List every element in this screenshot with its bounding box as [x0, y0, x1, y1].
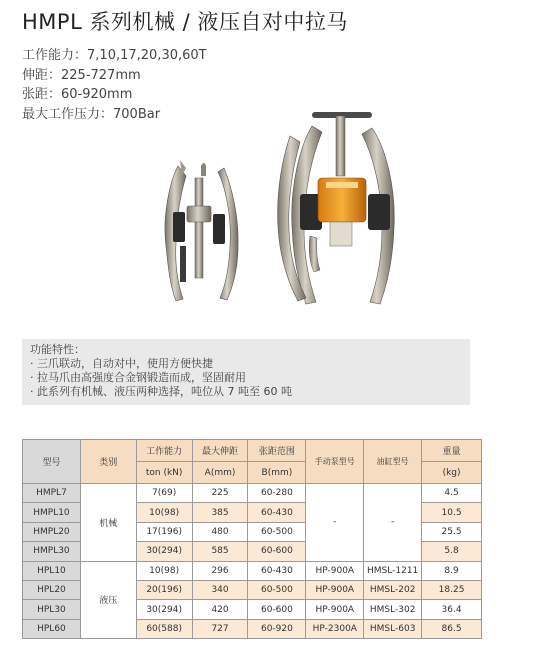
cell-capacity: 10(98)	[136, 561, 192, 580]
cell-spread: 60-430	[248, 561, 306, 580]
col-pump: 手动泵型号	[306, 440, 364, 484]
cell-weight: 86.5	[422, 619, 482, 638]
cell-capacity: 20(196)	[136, 580, 192, 599]
spec-pressure: 最大工作压力：700Bar	[22, 106, 161, 122]
cell-reach: 225	[192, 484, 248, 503]
spec-capacity: 工作能力：7,10,17,20,30,60T	[22, 48, 207, 63]
cell-cylinder: -	[364, 484, 422, 562]
unit-capacity: ton (kN)	[136, 462, 192, 484]
cell-model: HMPL30	[23, 542, 81, 561]
cell-model: HMPL20	[23, 522, 81, 541]
hydraulic-puller-icon	[278, 112, 395, 304]
col-capacity: 工作能力	[136, 440, 192, 462]
table-header-row	[23, 440, 482, 462]
table-row	[23, 561, 482, 580]
col-max-reach: 最大伸距	[192, 440, 248, 462]
cell-spread: 60-280	[248, 484, 306, 503]
cell-spread: 60-920	[248, 619, 306, 638]
spec-table	[22, 439, 482, 639]
cell-reach: 480	[192, 522, 248, 541]
unit-max-reach: A(mm)	[192, 462, 248, 484]
cell-weight: 5.8	[422, 542, 482, 561]
cell-weight: 36.4	[422, 600, 482, 619]
cell-pump: HP-900A	[306, 580, 364, 599]
cell-model: HMPL7	[23, 484, 81, 503]
cell-capacity: 30(294)	[136, 542, 192, 561]
cell-capacity: 10(98)	[136, 503, 192, 522]
cell-cylinder: HMSL-1211	[364, 561, 422, 580]
spec-reach: 伸距：225-727mm	[22, 67, 141, 83]
cell-reach: 340	[192, 580, 248, 599]
page-title: HMPL 系列机械 / 液压自对中拉马	[22, 10, 348, 34]
cell-pump: -	[306, 484, 364, 562]
cell-reach: 296	[192, 561, 248, 580]
cell-capacity: 30(294)	[136, 600, 192, 619]
cell-spread: 60-500	[248, 580, 306, 599]
unit-weight: (kg)	[422, 462, 482, 484]
feature-item: · 拉马爪由高强度合金钢锻造而成，坚固耐用	[30, 371, 246, 384]
mechanical-puller-icon	[165, 160, 238, 301]
cell-reach: 585	[192, 542, 248, 561]
col-model: 型号	[23, 440, 81, 484]
col-category: 类别	[80, 440, 136, 484]
cell-spread: 60-600	[248, 542, 306, 561]
cell-model: HMPL10	[23, 503, 81, 522]
cell-reach: 385	[192, 503, 248, 522]
cell-pump: HP-2300A	[306, 619, 364, 638]
features-heading: 功能特性：	[30, 343, 85, 356]
cell-capacity: 17(196)	[136, 522, 192, 541]
table-row	[23, 484, 482, 503]
feature-item: · 三爪联动，自动对中，使用方便快捷	[30, 357, 213, 370]
unit-spread: B(mm)	[248, 462, 306, 484]
cell-pump: HP-900A	[306, 561, 364, 580]
col-spread: 张距范围	[248, 440, 306, 462]
cell-capacity: 7(69)	[136, 484, 192, 503]
cell-reach: 727	[192, 619, 248, 638]
cell-reach: 420	[192, 600, 248, 619]
cell-model: HPL60	[23, 619, 81, 638]
cell-weight: 25.5	[422, 522, 482, 541]
cell-spread: 60-430	[248, 503, 306, 522]
cell-spread: 60-600	[248, 600, 306, 619]
cell-pump: HP-900A	[306, 600, 364, 619]
cell-category: 机械	[80, 484, 136, 562]
cell-weight: 4.5	[422, 484, 482, 503]
product-image	[140, 106, 430, 318]
cell-capacity: 60(588)	[136, 619, 192, 638]
cell-weight: 10.5	[422, 503, 482, 522]
cell-category: 液压	[80, 561, 136, 639]
cell-model: HPL10	[23, 561, 81, 580]
spec-spread: 张距：60-920mm	[22, 87, 133, 102]
cell-cylinder: HMSL-603	[364, 619, 422, 638]
col-weight: 重量	[422, 440, 482, 462]
cell-spread: 60-500	[248, 522, 306, 541]
cell-weight: 18.25	[422, 580, 482, 599]
col-cylinder: 油缸型号	[364, 440, 422, 484]
cell-model: HPL30	[23, 600, 81, 619]
feature-item: · 此系列有机械、液压两种选择，吨位从 7 吨至 60 吨	[30, 385, 292, 398]
cell-weight: 8.9	[422, 561, 482, 580]
cell-cylinder: HMSL-302	[364, 600, 422, 619]
cell-model: HPL20	[23, 580, 81, 599]
cell-cylinder: HMSL-202	[364, 580, 422, 599]
features-box	[22, 339, 470, 405]
